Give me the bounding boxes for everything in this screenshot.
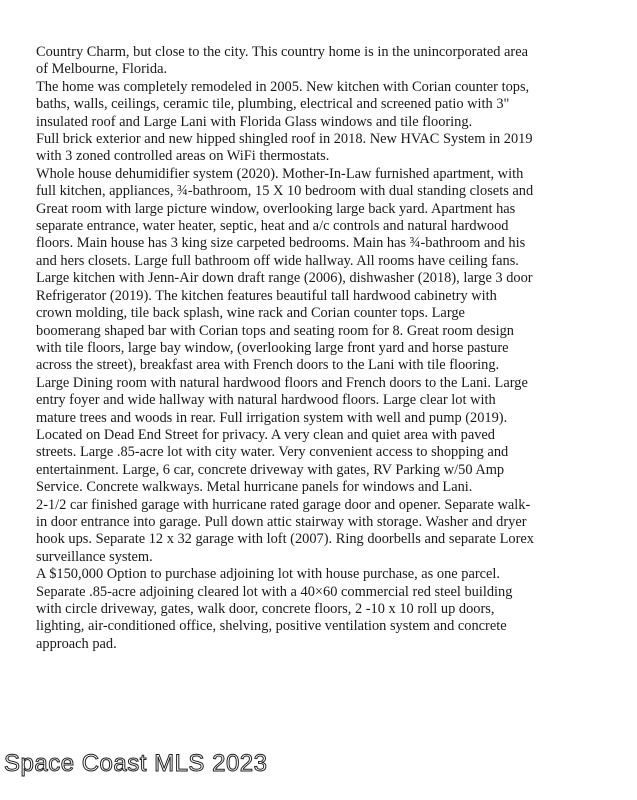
description-line: lighting, air-conditioned office, shelving, positive ventilation system and concrete: [36, 618, 507, 635]
description-line: Service. Concrete walkways. Metal hurricane panels for windows and Lani.: [36, 479, 473, 496]
description-line: Large Dining room with natural hardwood floors and French doors to the Lani. Large: [36, 374, 528, 391]
description-line: boomerang shaped bar with Corian tops and seating room for 8. Great room design: [36, 322, 514, 339]
description-line: separate entrance, water heater, septic, heat and a/c controls and natural hardwood: [36, 218, 509, 235]
description-line: hook ups. Separate 12 x 32 garage with loft (2007). Ring doorbells and separate Lorex: [36, 531, 534, 548]
description-line: crown molding, tile back splash, wine rack and Corian counter tops. Large: [36, 305, 465, 322]
description-line: Separate .85-acre adjoining cleared lot with a 40×60 commercial red steel building: [36, 583, 513, 600]
description-line: A $150,000 Option to purchase adjoining lot with house purchase, as one parcel.: [36, 566, 500, 583]
description-line: The home was completely remodeled in 2005. New kitchen with Corian counter tops,: [36, 78, 530, 95]
description-line: floors. Main house has 3 king size carpeted bedrooms. Main has ¾-bathroom and his: [36, 235, 526, 252]
description-line: with tile floors, large bay window, (overlooking large front yard and horse pasture: [36, 339, 509, 356]
description-line: Whole house dehumidifier system (2020). Mother-In-Law furnished apartment, with: [36, 165, 524, 182]
description-line: 2-1/2 car finished garage with hurricane rated garage door and opener. Separate walk-: [36, 496, 531, 513]
description-line: entertainment. Large, 6 car, concrete driveway with gates, RV Parking w/50 Amp: [36, 461, 505, 478]
description-line: surveillance system.: [36, 548, 153, 565]
description-line: Large kitchen with Jenn-Air down draft range (2006), dishwasher (2018), large 3 door: [36, 270, 533, 287]
description-line: streets. Large .85-acre lot with city water. Very convenient access to shopping and: [36, 444, 509, 461]
description-line: in door entrance into garage. Pull down attic stairway with storage. Washer and dryer: [36, 513, 527, 530]
description-line: baths, walls, ceilings, ceramic tile, plumbing, electrical and screened patio with 3": [36, 96, 510, 113]
description-line: mature trees and woods in rear. Full irrigation system with well and pump (2019).: [36, 409, 508, 426]
description-line: with circle driveway, gates, walk door, concrete floors, 2 -10 x 10 roll up doors,: [36, 601, 495, 617]
listing-description: [36, 44, 596, 653]
description-line: with 3 zoned controlled areas on WiFi thermostats.: [36, 148, 330, 165]
description-line: entry foyer and wide hallway with natural hardwood floors. Large clear lot with: [36, 392, 496, 409]
description-line: across the street), breakfast area with French doors to the Lani with tile flooring.: [36, 357, 500, 374]
description-line: approach pad.: [36, 635, 117, 652]
description-line: Great room with large picture window, overlooking large back yard. Apartment has: [36, 200, 516, 217]
description-line: Country Charm, but close to the city. This country home is in the unincorporated area: [36, 44, 528, 60]
description-line: Refrigerator (2019). The kitchen features beautiful tall hardwood cabinetry with: [36, 287, 497, 304]
description-line: of Melbourne, Florida.: [36, 61, 168, 78]
description-line: insulated roof and Large Lani with Florida Glass windows and tile flooring.: [36, 113, 473, 130]
description-line: full kitchen, appliances, ¾-bathroom, 15 X 10 bedroom with dual standing closets and: [36, 183, 534, 200]
description-line: Located on Dead End Street for privacy. A very clean and quiet area with paved: [36, 426, 495, 443]
mls-watermark: Space Coast MLS 2023: [4, 750, 268, 777]
description-line: and hers closets. Large full bathroom off wide hallway. All rooms have ceiling fans.: [36, 252, 519, 269]
description-line: Full brick exterior and new hipped shingled roof in 2018. New HVAC System in 2019: [36, 131, 533, 148]
